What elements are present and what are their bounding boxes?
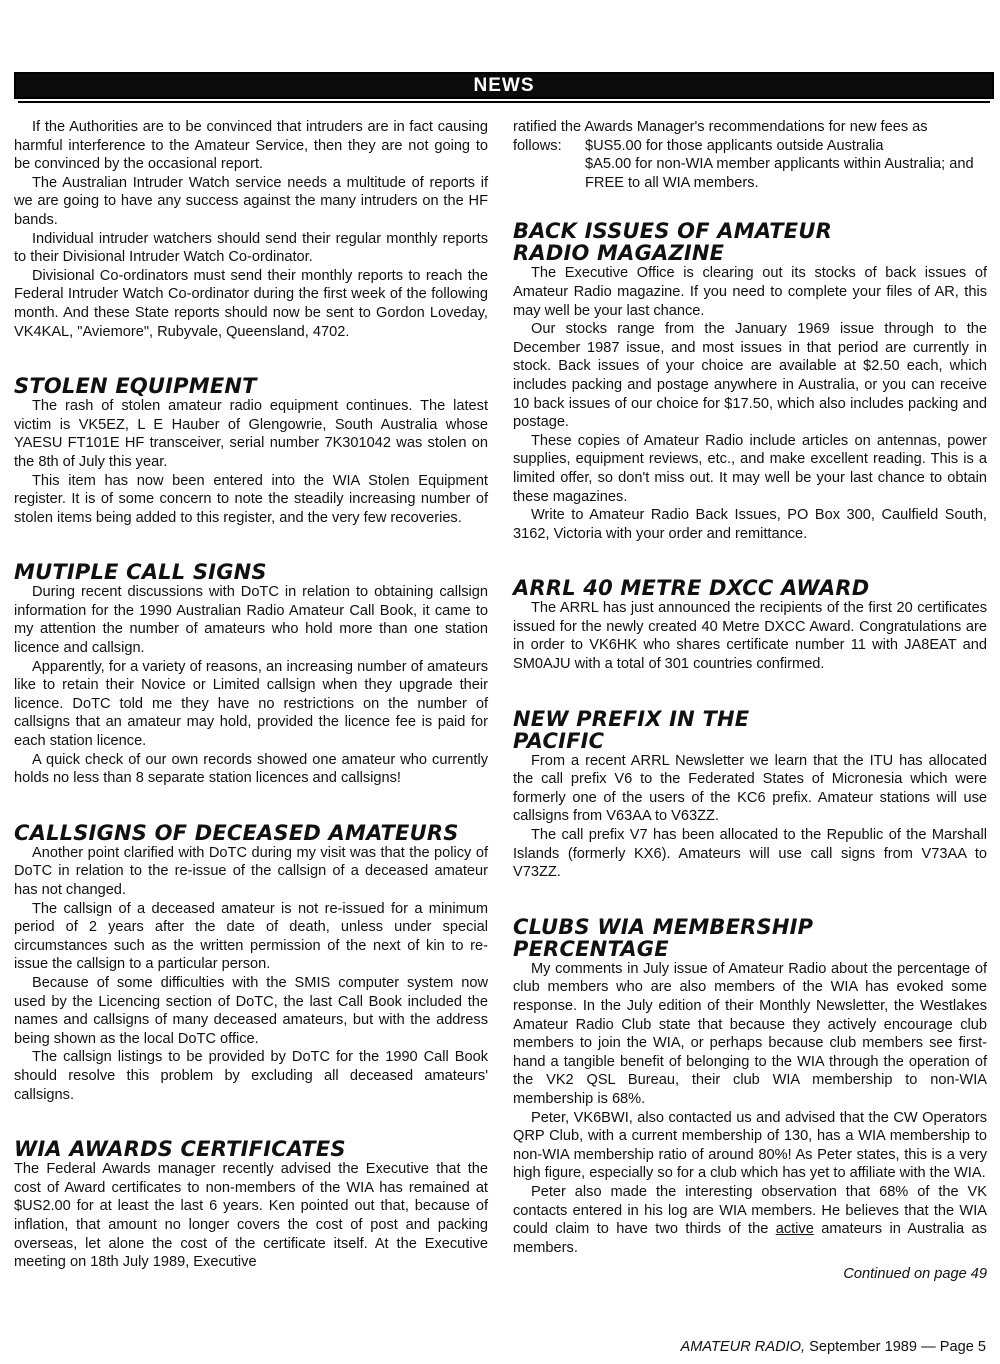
stolen-equipment-section — [14, 375, 488, 527]
awards-heading: WIA AWARDS CERTIFICATES — [14, 1137, 346, 1162]
intruder-para-1: If the Authorities are to be convinced that intruders are in fact causing harmful interference to the Amateur Service, then they are not going to be convinced by the occasional report. — [14, 119, 488, 173]
stolen-para-1: The rash of stolen amateur radio equipment continues. The latest victim is VK5EZ, L E Hauber of Glengowrie, South Australia whose YAESU FT101E HF transceiver, serial number 7K301042 was stolen on the 8th of July this year. — [14, 398, 488, 470]
fees-label: follows: — [513, 137, 562, 154]
clubs-para-3 — [513, 1183, 987, 1257]
back-issues-section — [513, 220, 987, 543]
intruder-watch-section — [14, 118, 488, 341]
back-heading-line-1: BACK ISSUES OF AMATEUR — [513, 219, 832, 244]
back-para-1: The Executive Office is clearing out its stocks of back issues of Amateur Radio magazine. If you need to complete your files of AR, this may well be your last chance. — [513, 265, 987, 319]
page-footer — [680, 1339, 986, 1355]
prefix-heading-line-2: PACIFIC — [513, 728, 605, 753]
deceased-para-3: Because of some difficulties with the SMIS computer system now used by the Licencing section of DoTC, the last Call Book included the names and callsigns of many deceased amateurs, but with the address being shown as the local DoTC office. — [14, 974, 488, 1047]
clubs-para-3-end: amateurs in Australia as members. — [513, 1221, 987, 1256]
clubs-emphasis: active — [775, 1221, 814, 1238]
news-banner — [14, 72, 994, 99]
back-heading-line-2: RADIO MAGAZINE — [513, 241, 725, 266]
stolen-para-2: This item has now been entered into the WIA Stolen Equipment register. It is of some concern to note the steadily increasing number of stolen items being added to this register, and the very few recoveries. — [14, 472, 488, 526]
arrl-heading: ARRL 40 METRE DXCC AWARD — [513, 576, 870, 601]
fee-overseas: $US5.00 for those applicants outside Australia — [585, 137, 884, 154]
intruder-para-4: Divisional Co-ordinators must send their monthly reports to reach the Federal Intruder Watch Co-ordinator during the first week of the following month. And these State reports should now be sent to Gordon Loveday, VK4KAL, "Aviemore", Rubyvale, Queensland, 4702. — [14, 267, 488, 340]
awards-cont-text: ratified the Awards Manager's recommendations for new fees as — [513, 119, 928, 135]
intruder-para-3: Individual intruder watchers should send their regular monthly reports to their Divisional Intruder Watch Co-ordinator. — [14, 230, 488, 266]
awards-continued — [513, 118, 987, 192]
fee-non-member: $A5.00 for non-WIA member applicants within Australia; and — [585, 156, 974, 173]
awards-section — [14, 1138, 488, 1272]
deceased-para-2: The callsign of a deceased amateur is not re-issued for a minimum period of 2 years after the date of death, unless under special circumstances such as the written permission of the next of kin to re-issue the callsign to a particular person. — [14, 900, 488, 973]
fees-list — [513, 137, 987, 193]
intruder-para-2: The Australian Intruder Watch service needs a multitude of reports if we are going to have any success against the many intruders on the HF bands. — [14, 174, 488, 228]
deceased-para-4: The callsign listings to be provided by DoTC for the 1990 Call Book should resolve this problem by excluding all deceased amateurs' callsigns. — [14, 1049, 488, 1103]
prefix-para-2: The call prefix V7 has been allocated to the Republic of the Marshall Islands (formerly KX6). Amateurs will use call signs from V73AA to V73ZZ. — [513, 827, 987, 881]
clubs-heading-line-1: CLUBS WIA MEMBERSHIP — [513, 914, 814, 939]
clubs-membership-section — [513, 916, 987, 1284]
deceased-para-1: Another point clarified with DoTC during my visit was that the policy of DoTC in relation to the re-issue of the callsign of a deceased amateur has not changed. — [14, 844, 488, 898]
deceased-callsigns-section — [14, 822, 488, 1104]
prefix-para-1: From a recent ARRL Newsletter we learn that the ITU has allocated the call prefix V6 to the Federated States of Micronesia which were formerly one of the users of the KC6 prefix. Amateur stations will use callsigns from V63AA to V63ZZ. — [513, 752, 987, 825]
clubs-para-3-text: Peter also made the interesting observation that 68% of the VK contacts entered in his log are WIA members. He believes that the WIA could claim to have two thirds of the — [513, 1183, 987, 1238]
left-column — [14, 118, 488, 1272]
clubs-heading-line-2: PERCENTAGE — [513, 936, 669, 961]
back-para-3: These copies of Amateur Radio include articles on antennas, power supplies, equipment reviews, etc., and make excellent reading. This is a limited offer, so don't miss out. It may well be your last chance to obtain these magazines. — [513, 432, 987, 505]
multiple-para-2: Apparently, for a variety of reasons, an increasing number of amateurs like to retain their Novice or Limited callsign when they upgrade their licence. DoTC told me they have no restrictions on the number of callsigns that an amateur may hold, provided the licence fee is paid for each station licence. — [14, 658, 488, 750]
arrl-para: The ARRL has just announced the recipients of the first 20 certificates issued for the newly created 40 Metre DXCC Award. Congratulations are in order to VK6HK who shares certificate number 11 with JA8EAT and SM0AJU with a total of 301 countries confirmed. — [513, 600, 987, 673]
multiple-para-3: A quick check of our own records showed one amateur who currently holds no less than 8 separate station licences and callsigns! — [14, 751, 488, 787]
back-para-2: Our stocks range from the January 1969 issue through to the December 1987 issue, and most issues in that period are currently in stock. Back issues of your choice are available at $2.50 each, which includes packing and postage anywhere in Australia, or you can receive 10 back issues of our choice for $17.50, which also includes packing and postage. — [513, 321, 987, 431]
clubs-para-1: My comments in July issue of Amateur Radio about the percentage of club members who are also members of the WIA has evoked some response. In the July edition of their Monthly Newsletter, the Westlakes Amateur Radio Club state that because they actively encourage club members to join the WIA, or perhaps because club members see first-hand a tangible benefit of belonging to the WIA through the operation of the VK2 QSL Bureau, their club WIA membership to non-WIA membership is 68%. — [513, 960, 987, 1107]
deceased-heading: CALLSIGNS OF DECEASED AMATEURS — [14, 820, 459, 845]
new-prefix-section — [513, 708, 987, 882]
multiple-para-1: During recent discussions with DoTC in relation to obtaining callsign information for the 1990 Australian Radio Amateur Call Book, it came to my attention the number of amateurs who hold more than one station licence and callsign. — [14, 584, 488, 657]
footer-issue: September 1989 — Page 5 — [805, 1339, 986, 1355]
banner-title: NEWS — [473, 74, 535, 96]
awards-para: The Federal Awards manager recently advised the Executive that the cost of Award certificates to non-members of the WIA has remained at $US2.00 for at least the last 6 years. Ken pointed out that, because of inflation, that amount no longer covers the cost of post and packing overseas, let alone the cost of the certificate itself. At the Executive meeting on 18th July 1989, Executive — [14, 1161, 488, 1271]
right-column — [513, 118, 987, 1284]
arrl-dxcc-section — [513, 577, 987, 673]
clubs-para-2: Peter, VK6BWI, also contacted us and advised that the CW Operators QRP Club, with a current membership of 130, has a WIA membership to non-WIA membership ratio of around 80%! As Peter states, this is a very high figure, especially so for a club which has yet to affiliate with the WIA. — [513, 1109, 987, 1182]
footer-magazine: AMATEUR RADIO, — [680, 1339, 806, 1355]
multiple-callsigns-section — [14, 561, 488, 788]
continued-note: Continued on page 49 — [843, 1266, 987, 1283]
back-para-4: Write to Amateur Radio Back Issues, PO Box 300, Caulfield South, 3162, Victoria with your order and remittance. — [513, 507, 987, 542]
prefix-heading-line-1: NEW PREFIX IN THE — [513, 706, 750, 731]
multiple-heading: MUTIPLE CALL SIGNS — [14, 560, 267, 585]
stolen-heading: STOLEN EQUIPMENT — [14, 374, 257, 399]
fee-members: FREE to all WIA members. — [585, 174, 759, 191]
